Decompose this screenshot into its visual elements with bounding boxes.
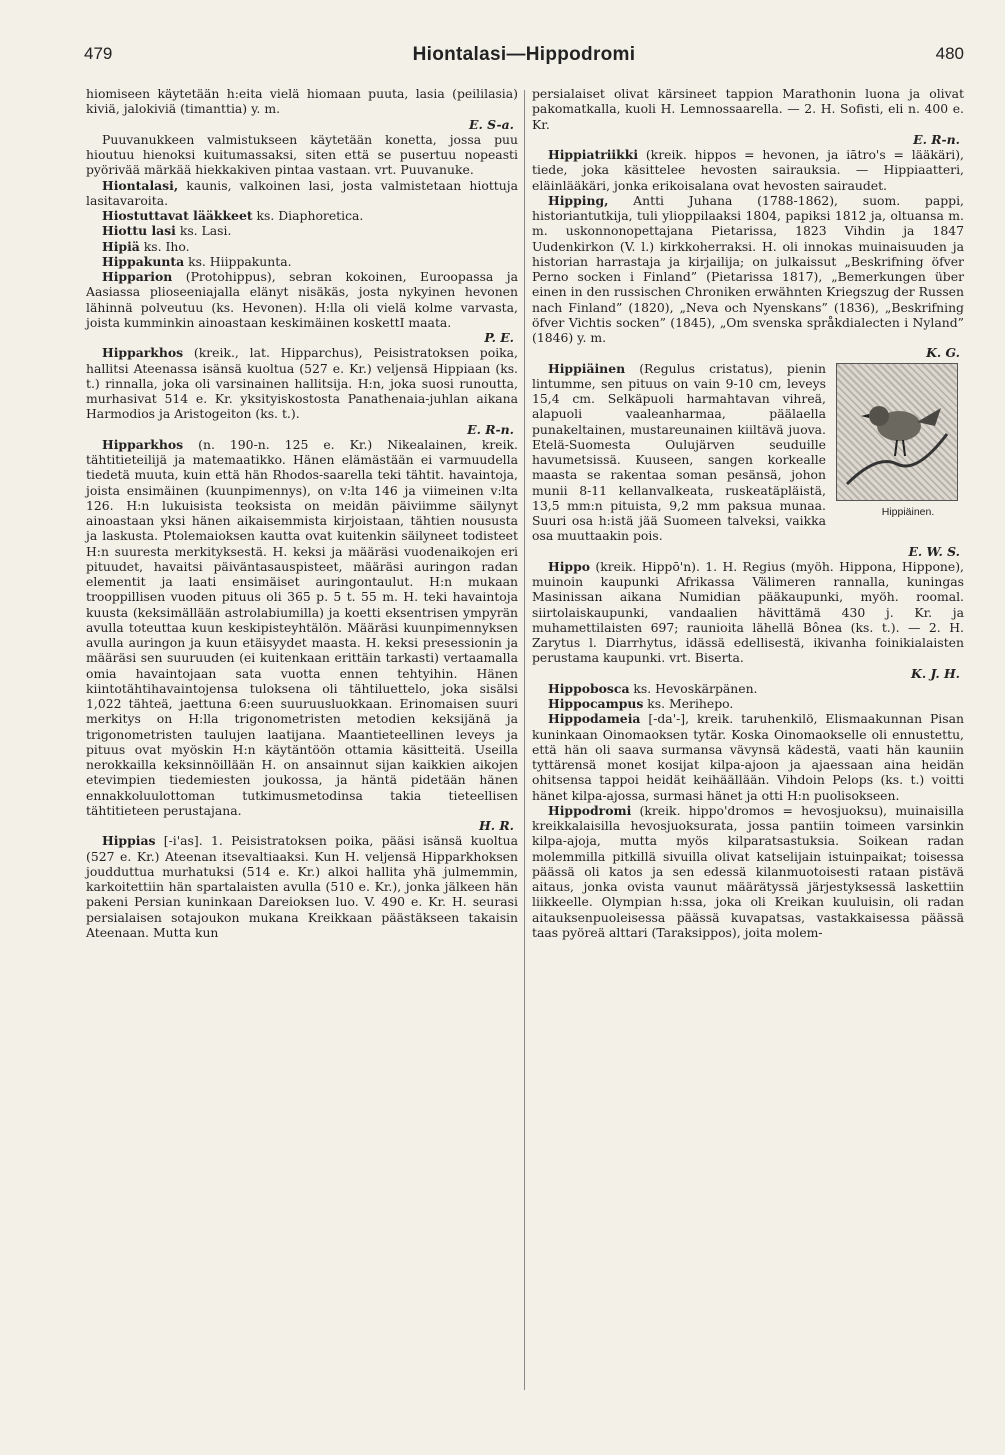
entry-text: [-da'-], kreik. taruhenkilö, Elismaakunnan Pisan kuninkaan Oinomaoksen tytär. Koska Oinomaokselle oli ennustettu, että hän oli saava surmansa vävynsä kädestä, vaati hän kauniin tyttärensä monet kosijat kilpa-ajoon ja ajaessaan aina heidän ohitsensa tappoi heidät keihäällään. Vihdoin Pelops (ks. t.) voitti hänet kilpa-ajossa, surmasi hänet ja otti H:n puolisokseen.	[532, 711, 964, 803]
entry-text: ks. Diaphoretica.	[252, 208, 364, 223]
entry-text: (kreik. hippo'dromos = hevosjuoksu), muinaisilla kreikkalaisilla hevosjuoksurata, jossa pantiin toimeen varsinkin kilpa-ajoja, mutta myös kilparatsastuksia. Soikean radan molemmilla pitkillä sivuilla olivat katselijain istuinpaikat; toisessa päässä oli katos ja sen edessä kilanmuotoisesti rataan pistävä aitaus, jonka ovista vaunut määrätyssä järjestyksessä laskettiin liikkeelle. Olympian h:ssa, joka oli Kreikan kuuluisin, oli radan aitauksenpuoleisessa päässä kuvapatsas, vastakkaisessa päässä taas pyöreä alttari (Taraksippos), joita molem-	[532, 802, 964, 940]
entry-headword: Hipping,	[548, 192, 609, 208]
entry-text: ks. Hevoskärpänen.	[629, 680, 758, 696]
entry-text: (kreik., lat. Hipparchus), Peisistratoksen poika, hallitsi Ateenassa isänsä kuoltua (527 e. Kr.) veljensä Hippiaan (ks. t.) rinnalla, joka oli varsinainen hallitsija. H:n, joka suosi runoutta, murhasivat 514 e. Kr. yksityiskostosta Panathenaia-juhlan aikana Harmodios ja Aristogeiton (ks. t.).	[86, 345, 518, 422]
author-signature: P. E.	[484, 330, 514, 345]
continued-text: hiomiseen käytetään h:eita vielä hiomaan puuta, lasia (peililasia) kiviä, jalokiviä (timanttia) y. m.	[86, 86, 518, 117]
paragraph: Puuvanukkeen valmistukseen käytetään konetta, jossa puu hioutuu hienoksi kuitumassaksi, siten että se pusertuu nopeasti pyörivää märkää hiekkakiven pintaa vastaan. vrt. Puuvanuke.	[86, 131, 518, 178]
entry-text: (Protohippus), sebran kokoinen, Euroopassa ja Aasiassa plioseeniajalla elänyt nisäkäs, josta nykyinen hevonen lähinnä polveutuu (ks. Hevonen). H:lla oli vielä kolme varvasta, joista kumminkin ainoastaan keskimäinen koskettI maata.	[86, 269, 518, 330]
entry-headword: Hippias	[102, 833, 156, 849]
dictionary-entry	[86, 269, 518, 330]
dictionary-entry	[86, 223, 518, 238]
goldcrest-image	[836, 363, 958, 501]
author-signature: H. R.	[479, 818, 514, 833]
entry-text: ks. Merihepo.	[643, 696, 734, 711]
dictionary-entry	[86, 833, 518, 940]
entry-text: Antti Juhana (1788-1862), suom. pappi, historiantutkija, tuli ylioppilaaksi 1804, papiksi 1812 ja, oltuansa m. m. uskonnonopettajana Pietarissa, 1823 Vihdin ja 1847 Uudenkirkon (V. l.) kirkkoherraksi. H. oli innokas muinaisuuden ja historian harrastaja ja kirjailija; on julkaissut „Beskrifning öfver Perno socken i Finland” (Pietarissa 1817), „Bemerkungen über einen in den russischen Chroniken erwähnten Kriegszug der Russen nach Finland” (1820), „Neva och Nyenskans” (1836), „Beskrifning öfver Vichtis socken” (1845), „Om svenska språkdialecten i Nyland” (1846) y. m.	[532, 192, 964, 345]
entry-headword: Hippiäinen	[548, 360, 626, 376]
entry-headword: Hiottu lasi	[102, 223, 176, 239]
dictionary-entry	[86, 178, 518, 209]
dictionary-entry	[86, 208, 518, 223]
right-column	[532, 86, 964, 940]
dictionary-entry	[532, 361, 964, 544]
page-number-left: 479	[84, 44, 113, 63]
entry-headword: Hippo	[548, 558, 591, 574]
author-signature: E. R-n.	[913, 131, 960, 147]
entry-headword: Hippakunta	[102, 253, 185, 269]
entry-headword: Hippocampus	[548, 696, 644, 711]
entry-text: (Regulus cristatus), pienin lintumme, sen pituus on vain 9-10 cm, leveys 15,4 cm. Selkäpuoli harmahtavan vihreä, alapuoli vaaleanharmaa, päälaella punakeltainen, mustareunainen kiiltävä juova. Etelä-Suomesta Oulujärven seuduille havumetsissä. Kuuseen, sangen korkealle maasta se rakentaa soman pesänsä, johon munii 8-11 kellanvalkeata, ruskeatäpläistä, 13,5 mm:n pituista, 9,2 mm paksua munaa. Suuri osa h:istä jää Suomeen talveksi, vaikka osa muuttaakin pois.	[532, 360, 826, 544]
entry-text: (kreik. hippos = hevonen, ja iātro's = lääkäri), tiede, joka käsittelee hevosten sairauksia. — Hippiaatteri, eläinlääkäri, jonka erikoisalana ovat hevosten sairaudet.	[532, 147, 964, 193]
entry-text: ks. Iho.	[139, 238, 190, 254]
dictionary-entry	[86, 239, 518, 254]
entry-text: ks. Lasi.	[175, 223, 232, 239]
entry-text: [-i'as]. 1. Peisistratoksen poika, pääsi isänsä kuoltua (527 e. Kr.) Ateenan itsevaltiaaksi. Kun H. veljensä Hipparkhoksen joudduttua murhatuksi (514 e. Kr.) alkoi hallita yhä julmemmin, karkoitettiin hän spartalaisten avulla (510 e. Kr.), jonka jälkeen hän pakeni Persian kuninkaan Dareioksen luo. V. 490 e. Kr. H. seurasi persialaisen sotajoukon mukana Kreikkaan päästäkseen takaisin Ateenaan. Mutta kun	[86, 833, 518, 940]
entry-text: (n. 190-n. 125 e. Kr.) Nikealainen, kreik. tähtitieteilijä ja matemaatikko. Hänen elämästään ei varmuudella tiedetä muuta, kuin että hän Rhodos-saarella teki tähtit. havaintoja, joista ensimäinen (kuunpimennys), on v:lta 146 ja viimeinen v:lta 126. H:n lukuisista teoksista on meidän päiviimme säilynyt ainoastaan yksi hänen aikaisemmista kirjoistaan, tähtien noususta ja laskusta. Ptolemaioksen kautta ovat kuitenkin säilyneet todisteet H:n suuresta merkityksestä. H. keksi ja määräsi vuodenaikojen eri pituudet, havaitsi päiväntasauspisteet, määräsi auringon radan elementit ja laati ensimäiset auringontaulut. H:n mukaan trooppillisen vuoden pituus oli 365 p. 5 t. 55 m. H. teki havaintoja kuusta (keksimällään astrolabiumilla) ja koetti eksentrisen ympyrän avulla toteuttaa kuun keskipisteyhtälön. Määräsi kuunpimennyksen avulla auringon ja kuun etäisyydet maasta. H. keksi presessionin ja määräsi sen suuruuden (ei kuitenkaan erittäin tarkasti) vertaamalla omia havaintojaan satа vuotta ennen tehtyihin. Hänen kiintotähtihavaintojensa tuloksena oli tähtiluettelo, joka sisälsi 1,022 tähteä, jaettuna 6:een suuruusluokkaan. Erinomaisen suuri merkitys on H:lla trigonometristen metodien keksijänä ja trigonometristen taulujen laatijana. Maantieteellinen leveys ja pituus ovat myöskin H:n käytäntöön ottamia käsitteitä. Useilla nerokkailla keksinnöillään H. on ansainnut sijan kaikkien aikojen etevimpien tiedemiesten joukossa, ja häntä pidetään hänen ennakkoluulottoman tutkimusmetodinsa takia tieteellisen tähtitieteen perustajana.	[86, 436, 518, 818]
author-signature: K. G.	[926, 345, 960, 361]
entry-headword: Hippodameia	[548, 711, 641, 727]
entry-text: ks. Hiippakunta.	[184, 253, 292, 269]
dictionary-entry	[532, 711, 964, 803]
entry-headword: Hippobosca	[548, 680, 630, 696]
author-signature: E. W. S.	[908, 543, 960, 559]
entry-headword: Hippiatriikki	[548, 147, 639, 162]
column-divider	[524, 90, 525, 1390]
page-header	[84, 44, 964, 74]
bird-illustration	[836, 363, 964, 520]
entry-text: kaunis, valkoinen lasi, josta valmistetaan hiottuja lasitavaroita.	[86, 177, 518, 208]
entry-headword: Hipparkhos	[102, 436, 184, 452]
dictionary-entry	[86, 345, 518, 421]
dictionary-entry	[86, 254, 518, 269]
dictionary-entry	[86, 437, 518, 818]
dictionary-entry	[532, 193, 964, 346]
author-signature: E. S-a.	[469, 116, 514, 132]
author-signature: K. J. H.	[911, 665, 960, 681]
entry-headword: Hiostuttavat lääkkeet	[102, 208, 253, 223]
left-column	[86, 86, 518, 940]
entry-text: (kreik. Hippō'n). 1. H. Regius (myöh. Hippona, Hippone), muinoin kaupunki Afrikassa Välimeren rannalla, kuningas Masinissan aikana Numidian pääkaupunki, myöh. roomal. siirtolaiskaupunki, vandaalien hävittämä 430 j. Kr. ja muhamettilaisten 697; raunioita lähellä Bônea (ks. t.). — 2. H. Zarytus l. Diarrhytus, idässä edellisestä, ikivanha foinikialaisten perustama kaupunki. vrt. Biserta.	[532, 558, 964, 666]
entry-headword: Hipparkhos	[102, 345, 184, 361]
figure-caption: Hippiäinen.	[881, 505, 935, 518]
entry-headword: Hipiä	[102, 238, 140, 254]
author-signature: E. R-n.	[467, 421, 514, 437]
continued-text: persialaiset olivat kärsineet tappion Marathonin luona ja olivat pakomatkalla, kuoli H. Lemnossaarella. — 2. H. Sofisti, eli n. 400 e. Kr.	[532, 86, 964, 132]
running-title: Hiontalasi—Hippodromi	[412, 44, 636, 65]
entry-headword: Hiontalasi,	[102, 177, 179, 193]
entry-headword: Hippodromi	[548, 802, 632, 818]
dictionary-entry	[532, 147, 964, 193]
page-number-right: 480	[935, 44, 964, 63]
dictionary-entry	[532, 559, 964, 666]
dictionary-entry	[532, 681, 964, 696]
dictionary-entry	[532, 696, 964, 711]
entry-headword: Hipparion	[102, 269, 173, 284]
dictionary-entry	[532, 803, 964, 940]
